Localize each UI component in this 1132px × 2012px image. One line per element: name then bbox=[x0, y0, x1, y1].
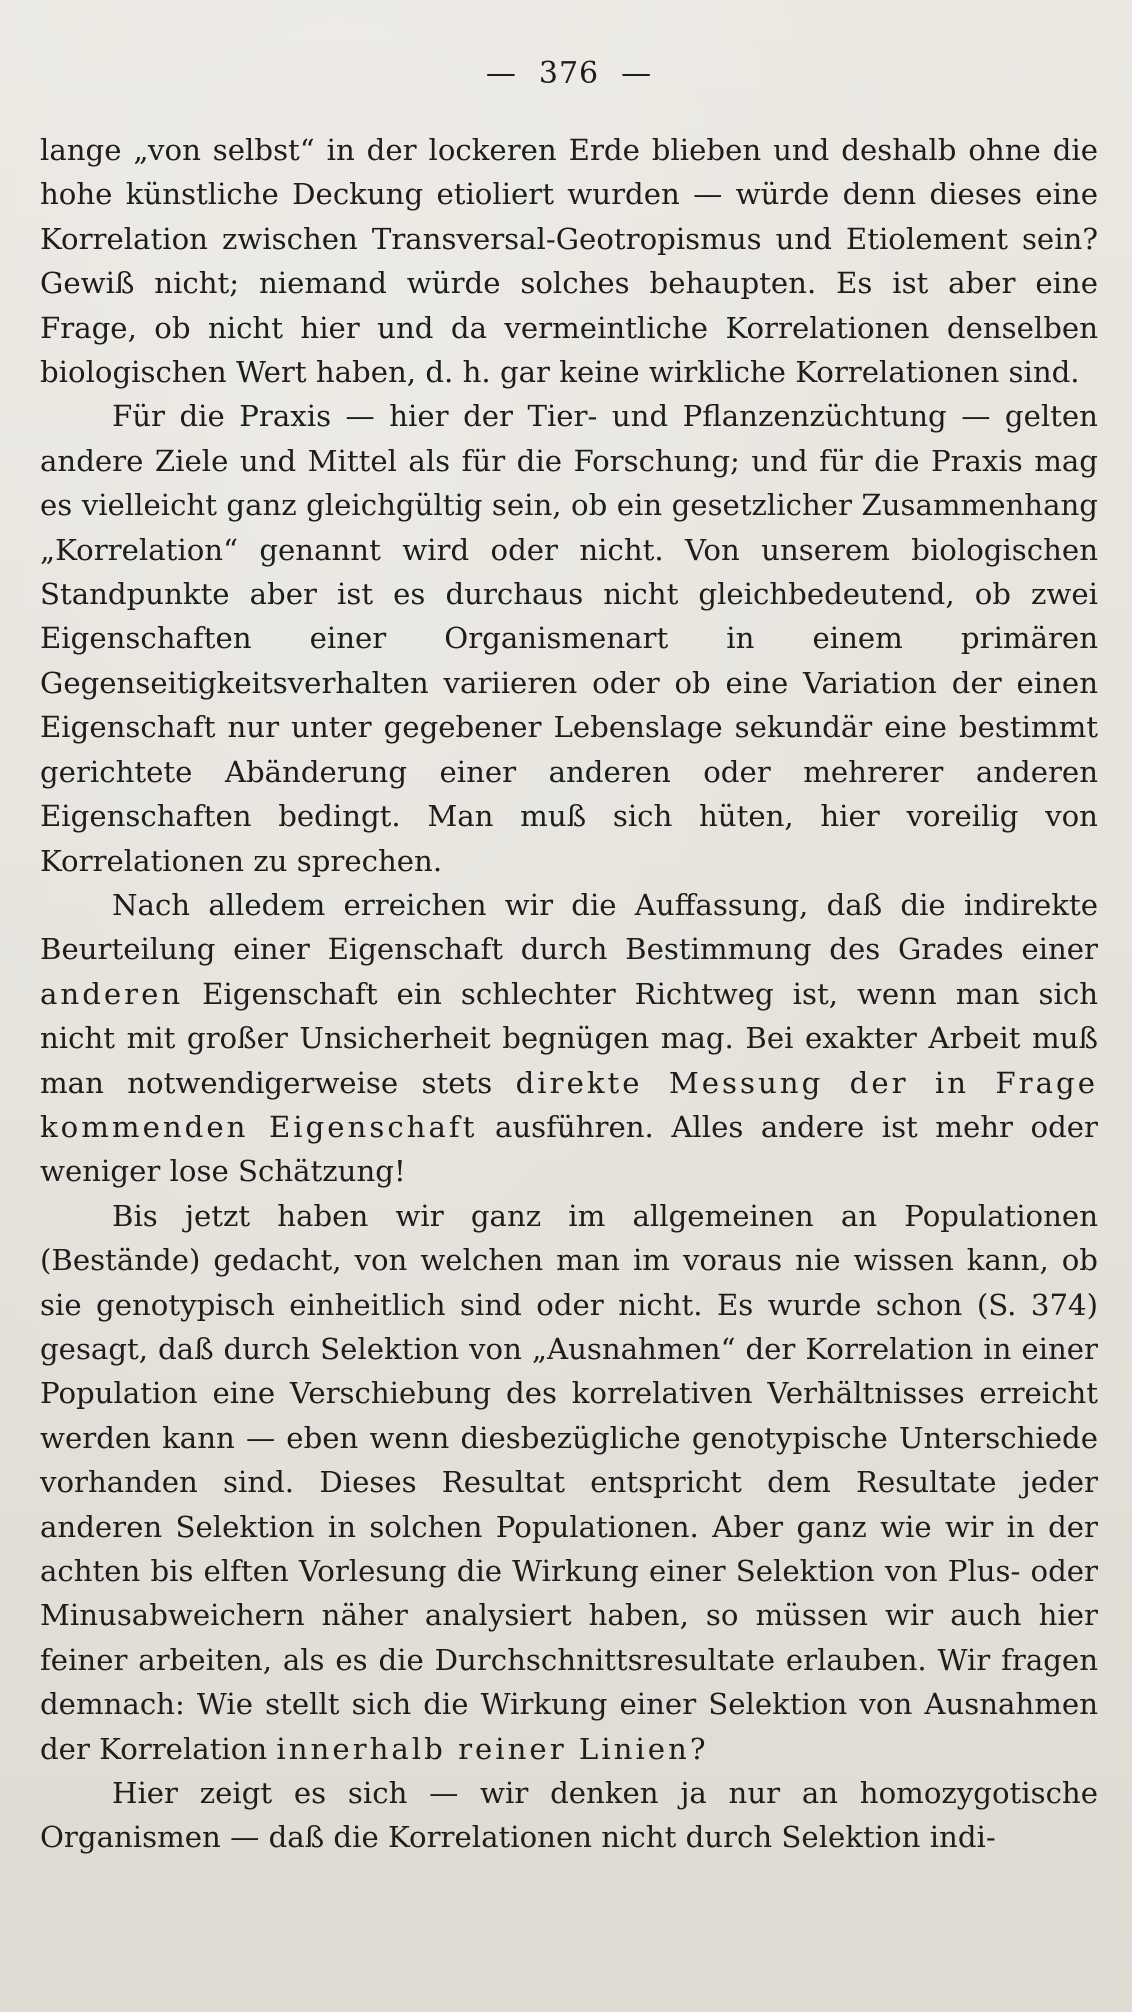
body-text bbox=[40, 128, 1098, 1860]
dash-right: — bbox=[621, 56, 653, 91]
paragraph-text: Bis jetzt haben wir ganz im allgemeinen an Populationen (Bestände) gedacht, von welchen man im voraus nie wissen kann, ob sie genotypisch einheitlich sind oder nicht. Es wurde schon (S. 374) gesagt, daß durch Selektion von „Ausnahmen“ der Korrelation in einer Population eine Verschiebung des korrelativen Verhältnisses erreicht werden kann — eben wenn diesbezügliche genotypische Unterschiede vorhanden sind. Dieses Resultat entspricht dem Resultate jeder anderen Selektion in solchen Populationen. Aber ganz wie wir in der achten bis elften Vorlesung die Wirkung einer Selektion von Plus- oder Minusabweichern näher analysiert haben, so müssen wir auch hier feiner arbeiten, als es die Durchschnittsresultate erlauben. Wir fragen demnach: Wie stellt sich die Wirkung einer Selektion von Ausnahmen der Korrelation bbox=[40, 1198, 1098, 1766]
emphasized-text: direkte Messung der in Frage kommenden Eigenschaft bbox=[40, 1065, 1098, 1144]
paragraph-text: Eigenschaft ein schlechter Richtweg ist, wenn man sich nicht mit großer Unsicherheit begnügen mag. Bei exakter Arbeit muß man notwendigerweise stets bbox=[40, 976, 1098, 1100]
paragraph bbox=[40, 128, 1098, 394]
paragraph-text: ? bbox=[689, 1731, 706, 1766]
paragraph-text: Nach alledem erreichen wir die Auffassung, daß die indirekte Beurteilung einer Eigenschaft durch Bestimmung des Grades einer bbox=[40, 887, 1098, 967]
paragraph-text: ausführen. Alles andere ist mehr oder weniger lose Schätzung! bbox=[40, 1109, 1099, 1189]
paragraph bbox=[40, 1194, 1098, 1771]
dash-left: — bbox=[485, 56, 517, 91]
paragraph-text: Hier zeigt es sich — wir denken ja nur an homozygotische Organismen — daß die Korrelationen nicht durch Selektion indi- bbox=[40, 1776, 1098, 1855]
emphasized-text: anderen bbox=[40, 976, 184, 1011]
page-number: 376 bbox=[538, 56, 600, 91]
paragraph bbox=[40, 1771, 1098, 1860]
page-number-header bbox=[40, 48, 1098, 102]
paragraph-text: Für die Praxis — hier der Tier- und Pflanzenzüchtung — gelten andere Ziele und Mittel als für die Forschung; und für die Praxis mag es vielleicht ganz gleichgültig sein, ob ein gesetzlicher Zusammenhang „Korrelation“ genannt wird oder nicht. Von unserem biologischen Standpunkte aber ist es durchaus nicht gleichbedeutend, ob zwei Eigenschaften einer Organismenart in einem primären Gegenseitigkeitsverhalten variieren oder ob eine Variation der einen Eigenschaft nur unter gegebener Lebenslage sekundär eine bestimmt gerichtete Abänderung einer anderen oder mehrerer anderen Eigenschaften bedingt. Man muß sich hüten, hier voreilig von Korrelationen zu sprechen. bbox=[40, 399, 1098, 878]
paragraph-text: lange „von selbst“ in der lockeren Erde blieben und deshalb ohne die hohe künstliche Deckung etioliert wurden — würde denn dieses eine Korrelation zwischen Transversal-Geotropismus und Etiolement sein? Gewiß nicht; niemand würde solches behaupten. Es ist aber eine Frage, ob nicht hier und da vermeintliche Korrelationen denselben biologischen Wert haben, d. h. gar keine wirkliche Korrelationen sind. bbox=[40, 133, 1098, 390]
paragraph bbox=[40, 883, 1098, 1194]
paragraph bbox=[40, 394, 1098, 882]
emphasized-text: innerhalb reiner Linien bbox=[276, 1731, 690, 1766]
